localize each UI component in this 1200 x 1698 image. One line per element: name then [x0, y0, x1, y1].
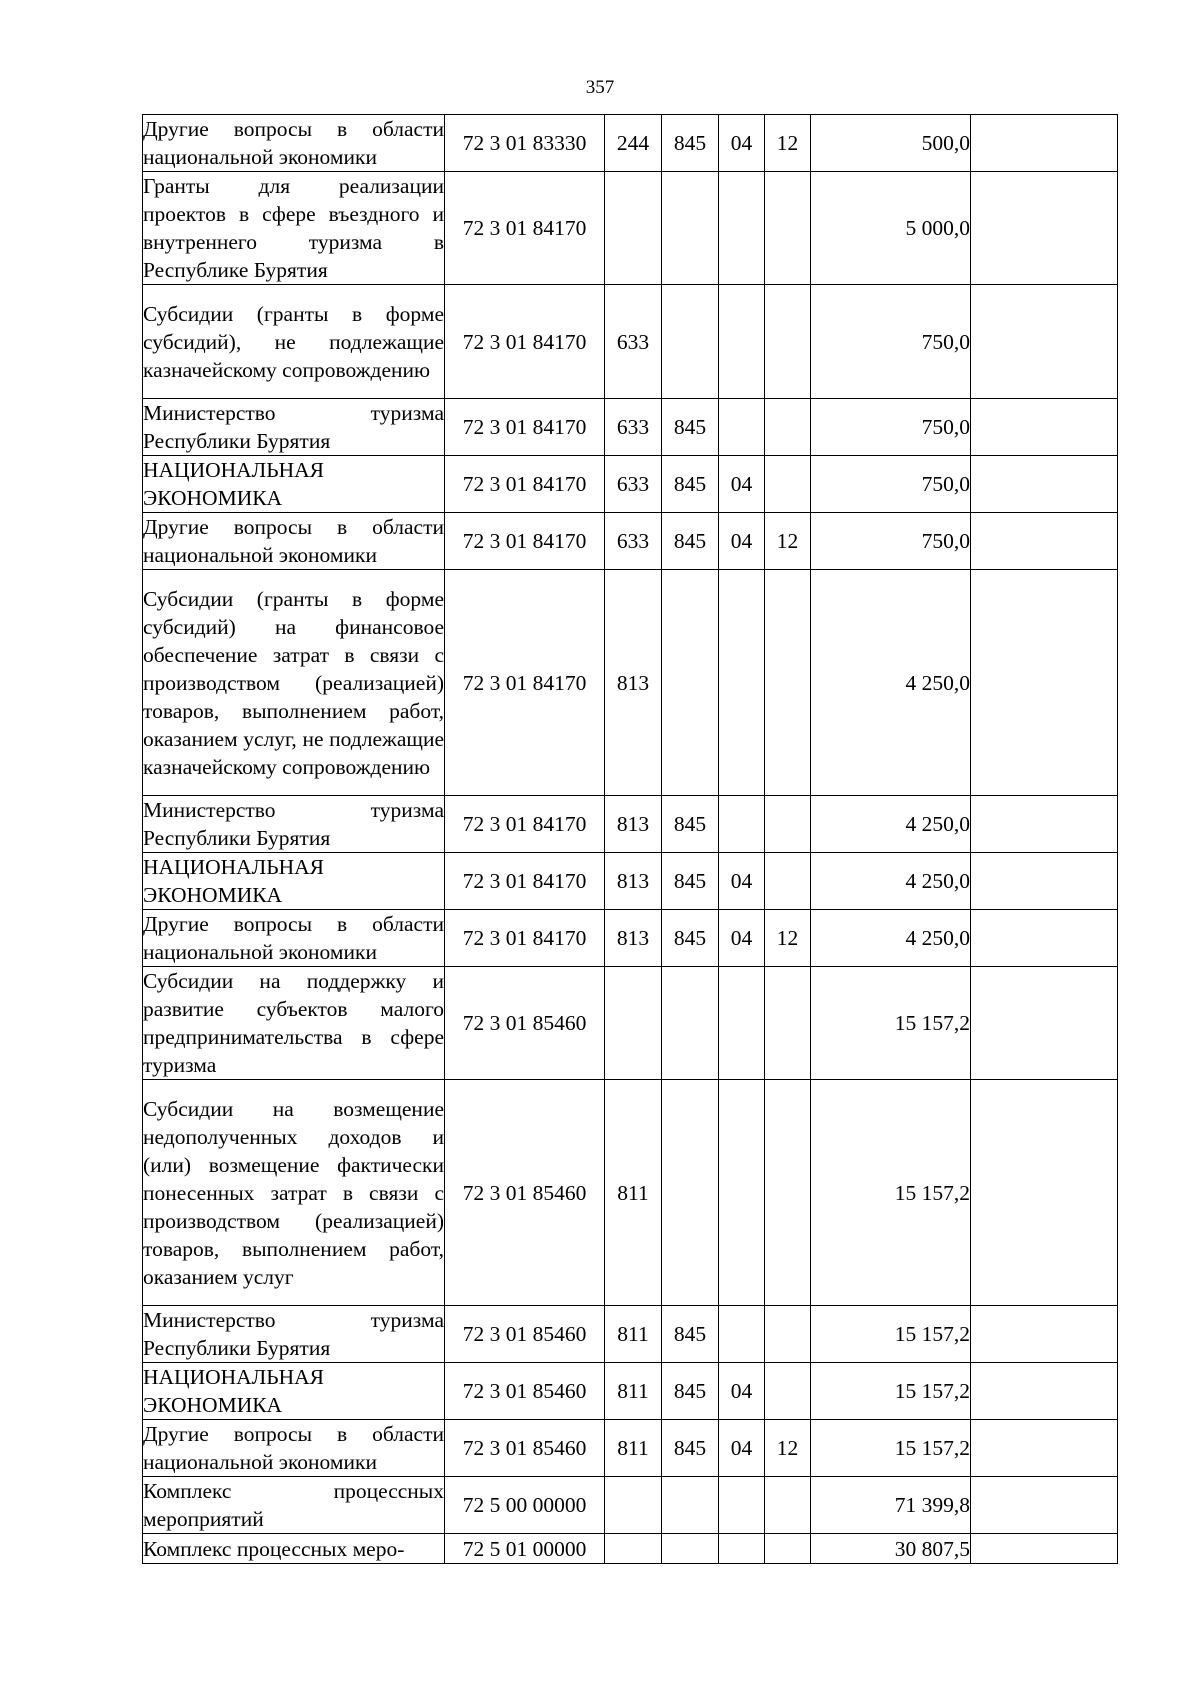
row-vr: 633 — [605, 285, 662, 399]
row-grbs: 845 — [662, 910, 719, 967]
row-pr — [765, 570, 811, 796]
row-empty-cell — [971, 1534, 1118, 1564]
row-code: 72 3 01 84170 — [445, 796, 605, 853]
row-grbs — [662, 1534, 719, 1564]
row-rz: 04 — [719, 513, 765, 570]
row-name: Комплекс процессных мероприятий — [143, 1477, 445, 1534]
table-row — [143, 456, 1118, 513]
table-row — [143, 967, 1118, 1080]
row-pr — [765, 967, 811, 1080]
page-number: 357 — [585, 77, 615, 98]
row-code: 72 3 01 84170 — [445, 456, 605, 513]
row-code: 72 3 01 83330 — [445, 115, 605, 172]
row-grbs: 845 — [662, 115, 719, 172]
row-vr — [605, 1534, 662, 1564]
table-row — [143, 115, 1118, 172]
table-row — [143, 1080, 1118, 1306]
row-amount: 750,0 — [811, 456, 971, 513]
row-empty-cell — [971, 1477, 1118, 1534]
table-row — [143, 1306, 1118, 1363]
row-code: 72 3 01 84170 — [445, 172, 605, 285]
row-code: 72 3 01 84170 — [445, 513, 605, 570]
row-name: Другие вопросы в области национальной экономики — [143, 910, 445, 967]
row-rz — [719, 399, 765, 456]
row-code: 72 3 01 84170 — [445, 285, 605, 399]
row-grbs — [662, 1080, 719, 1306]
table-row — [143, 910, 1118, 967]
row-rz — [719, 1534, 765, 1564]
row-name: Другие вопросы в области национальной экономики — [143, 513, 445, 570]
row-grbs: 845 — [662, 1420, 719, 1477]
row-empty-cell — [971, 1306, 1118, 1363]
table-row — [143, 853, 1118, 910]
table-row — [143, 513, 1118, 570]
budget-table — [142, 114, 1118, 1564]
row-code: 72 3 01 85460 — [445, 967, 605, 1080]
row-name: Субсидии (гранты в форме субсидий), не подлежащие казначейскому сопровождению — [143, 285, 445, 399]
row-amount: 750,0 — [811, 399, 971, 456]
row-grbs — [662, 570, 719, 796]
row-vr: 633 — [605, 399, 662, 456]
row-name: Субсидии (гранты в форме субсидий) на финансовое обеспечение затрат в связи с производством (реализацией) товаров, выполнением работ, оказанием услуг, не подлежащие казначейскому сопровождению — [143, 570, 445, 796]
row-vr — [605, 1477, 662, 1534]
row-pr — [765, 285, 811, 399]
row-pr — [765, 399, 811, 456]
row-vr: 813 — [605, 853, 662, 910]
row-pr — [765, 1534, 811, 1564]
row-pr — [765, 1477, 811, 1534]
row-pr: 12 — [765, 513, 811, 570]
row-vr: 811 — [605, 1363, 662, 1420]
row-code: 72 3 01 85460 — [445, 1306, 605, 1363]
row-rz — [719, 1477, 765, 1534]
row-empty-cell — [971, 1080, 1118, 1306]
row-rz — [719, 172, 765, 285]
row-name: Субсидии на поддержку и развитие субъектов малого предпринимательства в сфере туризма — [143, 967, 445, 1080]
row-rz: 04 — [719, 1363, 765, 1420]
row-grbs — [662, 172, 719, 285]
row-pr: 12 — [765, 115, 811, 172]
row-vr — [605, 967, 662, 1080]
row-grbs: 845 — [662, 1363, 719, 1420]
table-row — [143, 1534, 1118, 1564]
row-grbs: 845 — [662, 853, 719, 910]
row-grbs: 845 — [662, 1306, 719, 1363]
row-pr — [765, 172, 811, 285]
row-name: Министерство туризма Республики Бурятия — [143, 399, 445, 456]
row-name: Другие вопросы в области национальной экономики — [143, 115, 445, 172]
row-grbs: 845 — [662, 456, 719, 513]
row-code: 72 3 01 84170 — [445, 399, 605, 456]
row-vr: 811 — [605, 1080, 662, 1306]
budget-table-body — [143, 115, 1118, 1564]
row-code: 72 3 01 85460 — [445, 1080, 605, 1306]
row-name: Министерство туризма Республики Бурятия — [143, 796, 445, 853]
row-rz: 04 — [719, 853, 765, 910]
row-rz — [719, 1306, 765, 1363]
row-code: 72 3 01 84170 — [445, 570, 605, 796]
row-empty-cell — [971, 513, 1118, 570]
row-vr: 811 — [605, 1306, 662, 1363]
row-amount: 4 250,0 — [811, 570, 971, 796]
row-pr — [765, 853, 811, 910]
row-empty-cell — [971, 796, 1118, 853]
row-pr — [765, 456, 811, 513]
row-amount: 15 157,2 — [811, 1080, 971, 1306]
row-grbs — [662, 285, 719, 399]
row-amount: 4 250,0 — [811, 853, 971, 910]
row-name: НАЦИОНАЛЬНАЯ ЭКОНОМИКА — [143, 1363, 445, 1420]
row-grbs: 845 — [662, 513, 719, 570]
row-rz — [719, 285, 765, 399]
row-name: Субсидии на возмещение недополученных доходов и (или) возмещение фактически понесенных затрат в связи с производством (реализацией) товаров, выполнением работ, оказанием услуг — [143, 1080, 445, 1306]
row-rz: 04 — [719, 910, 765, 967]
row-name: Министерство туризма Республики Бурятия — [143, 1306, 445, 1363]
row-code: 72 3 01 85460 — [445, 1420, 605, 1477]
row-empty-cell — [971, 1363, 1118, 1420]
row-rz: 04 — [719, 1420, 765, 1477]
row-rz — [719, 1080, 765, 1306]
row-rz — [719, 967, 765, 1080]
row-amount: 30 807,5 — [811, 1534, 971, 1564]
row-vr: 633 — [605, 456, 662, 513]
table-row — [143, 172, 1118, 285]
table-row — [143, 1477, 1118, 1534]
row-amount: 500,0 — [811, 115, 971, 172]
row-grbs — [662, 967, 719, 1080]
row-amount: 15 157,2 — [811, 1363, 971, 1420]
row-amount: 71 399,8 — [811, 1477, 971, 1534]
table-row — [143, 1363, 1118, 1420]
row-vr: 633 — [605, 513, 662, 570]
table-row — [143, 399, 1118, 456]
row-code: 72 3 01 84170 — [445, 853, 605, 910]
row-empty-cell — [971, 172, 1118, 285]
table-row — [143, 570, 1118, 796]
row-amount: 15 157,2 — [811, 967, 971, 1080]
table-row — [143, 796, 1118, 853]
row-vr: 813 — [605, 570, 662, 796]
row-pr: 12 — [765, 1420, 811, 1477]
row-amount: 15 157,2 — [811, 1306, 971, 1363]
row-vr — [605, 172, 662, 285]
row-empty-cell — [971, 1420, 1118, 1477]
row-rz — [719, 796, 765, 853]
row-name: Комплекс процессных меро- — [143, 1534, 445, 1564]
row-empty-cell — [971, 399, 1118, 456]
row-empty-cell — [971, 456, 1118, 513]
row-vr: 811 — [605, 1420, 662, 1477]
row-amount: 15 157,2 — [811, 1420, 971, 1477]
row-name: НАЦИОНАЛЬНАЯ ЭКОНОМИКА — [143, 456, 445, 513]
row-amount: 5 000,0 — [811, 172, 971, 285]
row-empty-cell — [971, 570, 1118, 796]
table-row — [143, 285, 1118, 399]
row-code: 72 3 01 84170 — [445, 910, 605, 967]
row-pr — [765, 796, 811, 853]
row-amount: 4 250,0 — [811, 910, 971, 967]
row-vr: 244 — [605, 115, 662, 172]
row-grbs: 845 — [662, 399, 719, 456]
row-rz — [719, 570, 765, 796]
row-vr: 813 — [605, 796, 662, 853]
row-pr: 12 — [765, 910, 811, 967]
table-row — [143, 1420, 1118, 1477]
row-grbs: 845 — [662, 796, 719, 853]
row-empty-cell — [971, 967, 1118, 1080]
row-code: 72 5 00 00000 — [445, 1477, 605, 1534]
row-pr — [765, 1080, 811, 1306]
row-rz: 04 — [719, 115, 765, 172]
row-amount: 750,0 — [811, 285, 971, 399]
row-amount: 750,0 — [811, 513, 971, 570]
row-grbs — [662, 1477, 719, 1534]
row-name: Другие вопросы в области национальной экономики — [143, 1420, 445, 1477]
row-amount: 4 250,0 — [811, 796, 971, 853]
row-name: НАЦИОНАЛЬНАЯ ЭКОНОМИКА — [143, 853, 445, 910]
row-pr — [765, 1306, 811, 1363]
row-empty-cell — [971, 115, 1118, 172]
row-code: 72 3 01 85460 — [445, 1363, 605, 1420]
row-pr — [765, 1363, 811, 1420]
row-empty-cell — [971, 853, 1118, 910]
row-code: 72 5 01 00000 — [445, 1534, 605, 1564]
row-vr: 813 — [605, 910, 662, 967]
row-name: Гранты для реализации проектов в сфере въездного и внутреннего туризма в Республике Бурятия — [143, 172, 445, 285]
row-empty-cell — [971, 910, 1118, 967]
row-empty-cell — [971, 285, 1118, 399]
row-rz: 04 — [719, 456, 765, 513]
